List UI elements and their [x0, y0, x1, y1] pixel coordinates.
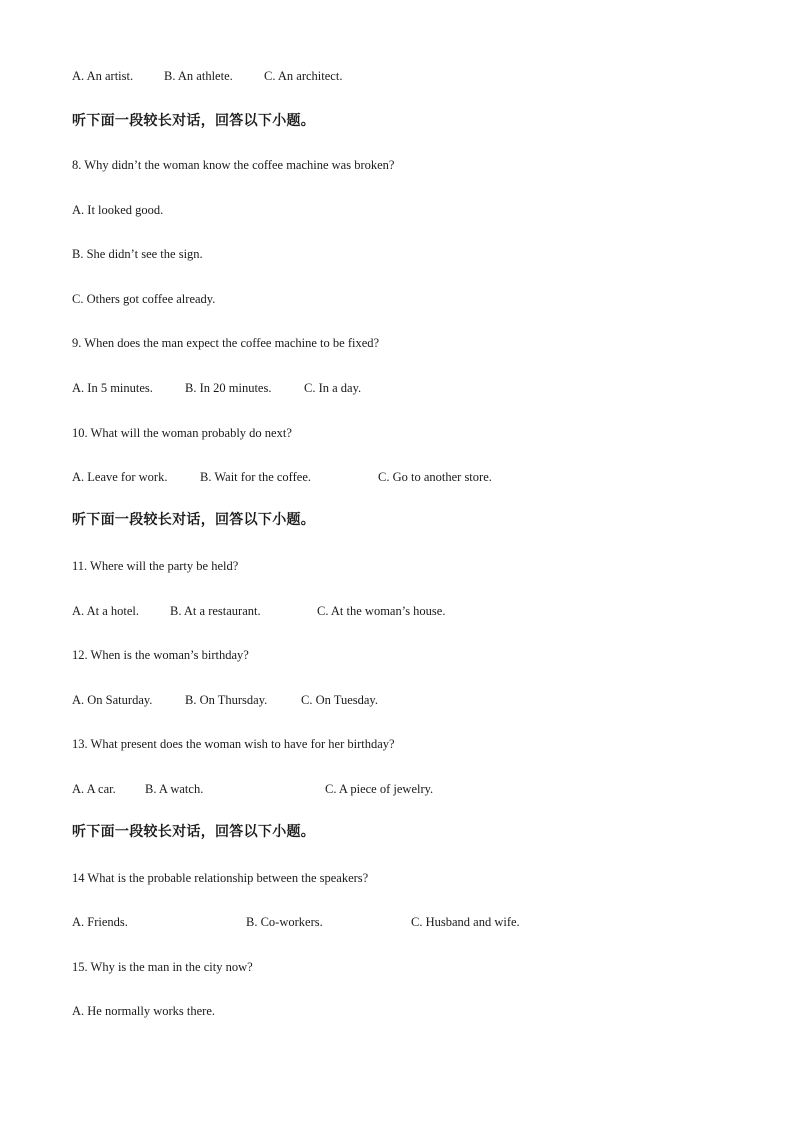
option-b: B. At a restaurant.	[170, 604, 261, 618]
option-c: C. At the woman’s house.	[317, 604, 446, 618]
q10-options	[72, 469, 692, 485]
question-10: 10. What will the woman probably do next?	[72, 426, 292, 440]
option-c: C. In a day.	[304, 381, 362, 395]
question-12: 12. When is the woman’s birthday?	[72, 648, 249, 662]
option-c: C. An architect.	[264, 69, 343, 83]
q12-options	[72, 692, 692, 708]
option-b: B. In 20 minutes.	[185, 381, 272, 395]
section-heading: 听下面一段较长对话，回答以下小题。	[72, 113, 316, 129]
question-11: 11. Where will the party be held?	[72, 559, 239, 573]
question-8: 8. Why didn’t the woman know the coffee machine was broken?	[72, 158, 395, 172]
section-heading: 听下面一段较长对话，回答以下小题。	[72, 512, 316, 528]
question-14: 14 What is the probable relationship between the speakers?	[72, 871, 369, 885]
option-b: B. On Thursday.	[185, 693, 268, 707]
section-heading: 听下面一段较长对话，回答以下小题。	[72, 824, 316, 840]
q8-option-a: A. It looked good.	[72, 203, 164, 217]
option-a: A. An artist.	[72, 69, 134, 83]
option-a: A. At a hotel.	[72, 604, 140, 618]
q7-options	[72, 68, 692, 84]
option-b: B. Wait for the coffee.	[200, 470, 311, 484]
option-c: C. On Tuesday.	[301, 693, 378, 707]
option-b: B. A watch.	[145, 782, 204, 796]
question-15: 15. Why is the man in the city now?	[72, 960, 253, 974]
option-a: A. Friends.	[72, 915, 128, 929]
option-c: C. A piece of jewelry.	[325, 782, 434, 796]
option-a: A. Leave for work.	[72, 470, 168, 484]
option-c: C. Husband and wife.	[411, 915, 520, 929]
option-b: B. An athlete.	[164, 69, 233, 83]
q8-option-b: B. She didn’t see the sign.	[72, 247, 203, 261]
q9-options	[72, 380, 692, 396]
option-a: A. On Saturday.	[72, 693, 153, 707]
q13-options	[72, 781, 692, 797]
q15-option-a: A. He normally works there.	[72, 1004, 216, 1018]
option-c: C. Go to another store.	[378, 470, 492, 484]
q11-options	[72, 603, 692, 619]
option-b: B. Co-workers.	[246, 915, 323, 929]
q8-option-c: C. Others got coffee already.	[72, 292, 216, 306]
option-a: A. In 5 minutes.	[72, 381, 153, 395]
option-a: A. A car.	[72, 782, 116, 796]
q14-options	[72, 914, 692, 930]
question-9: 9. When does the man expect the coffee machine to be fixed?	[72, 336, 380, 350]
question-13: 13. What present does the woman wish to have for her birthday?	[72, 737, 395, 751]
